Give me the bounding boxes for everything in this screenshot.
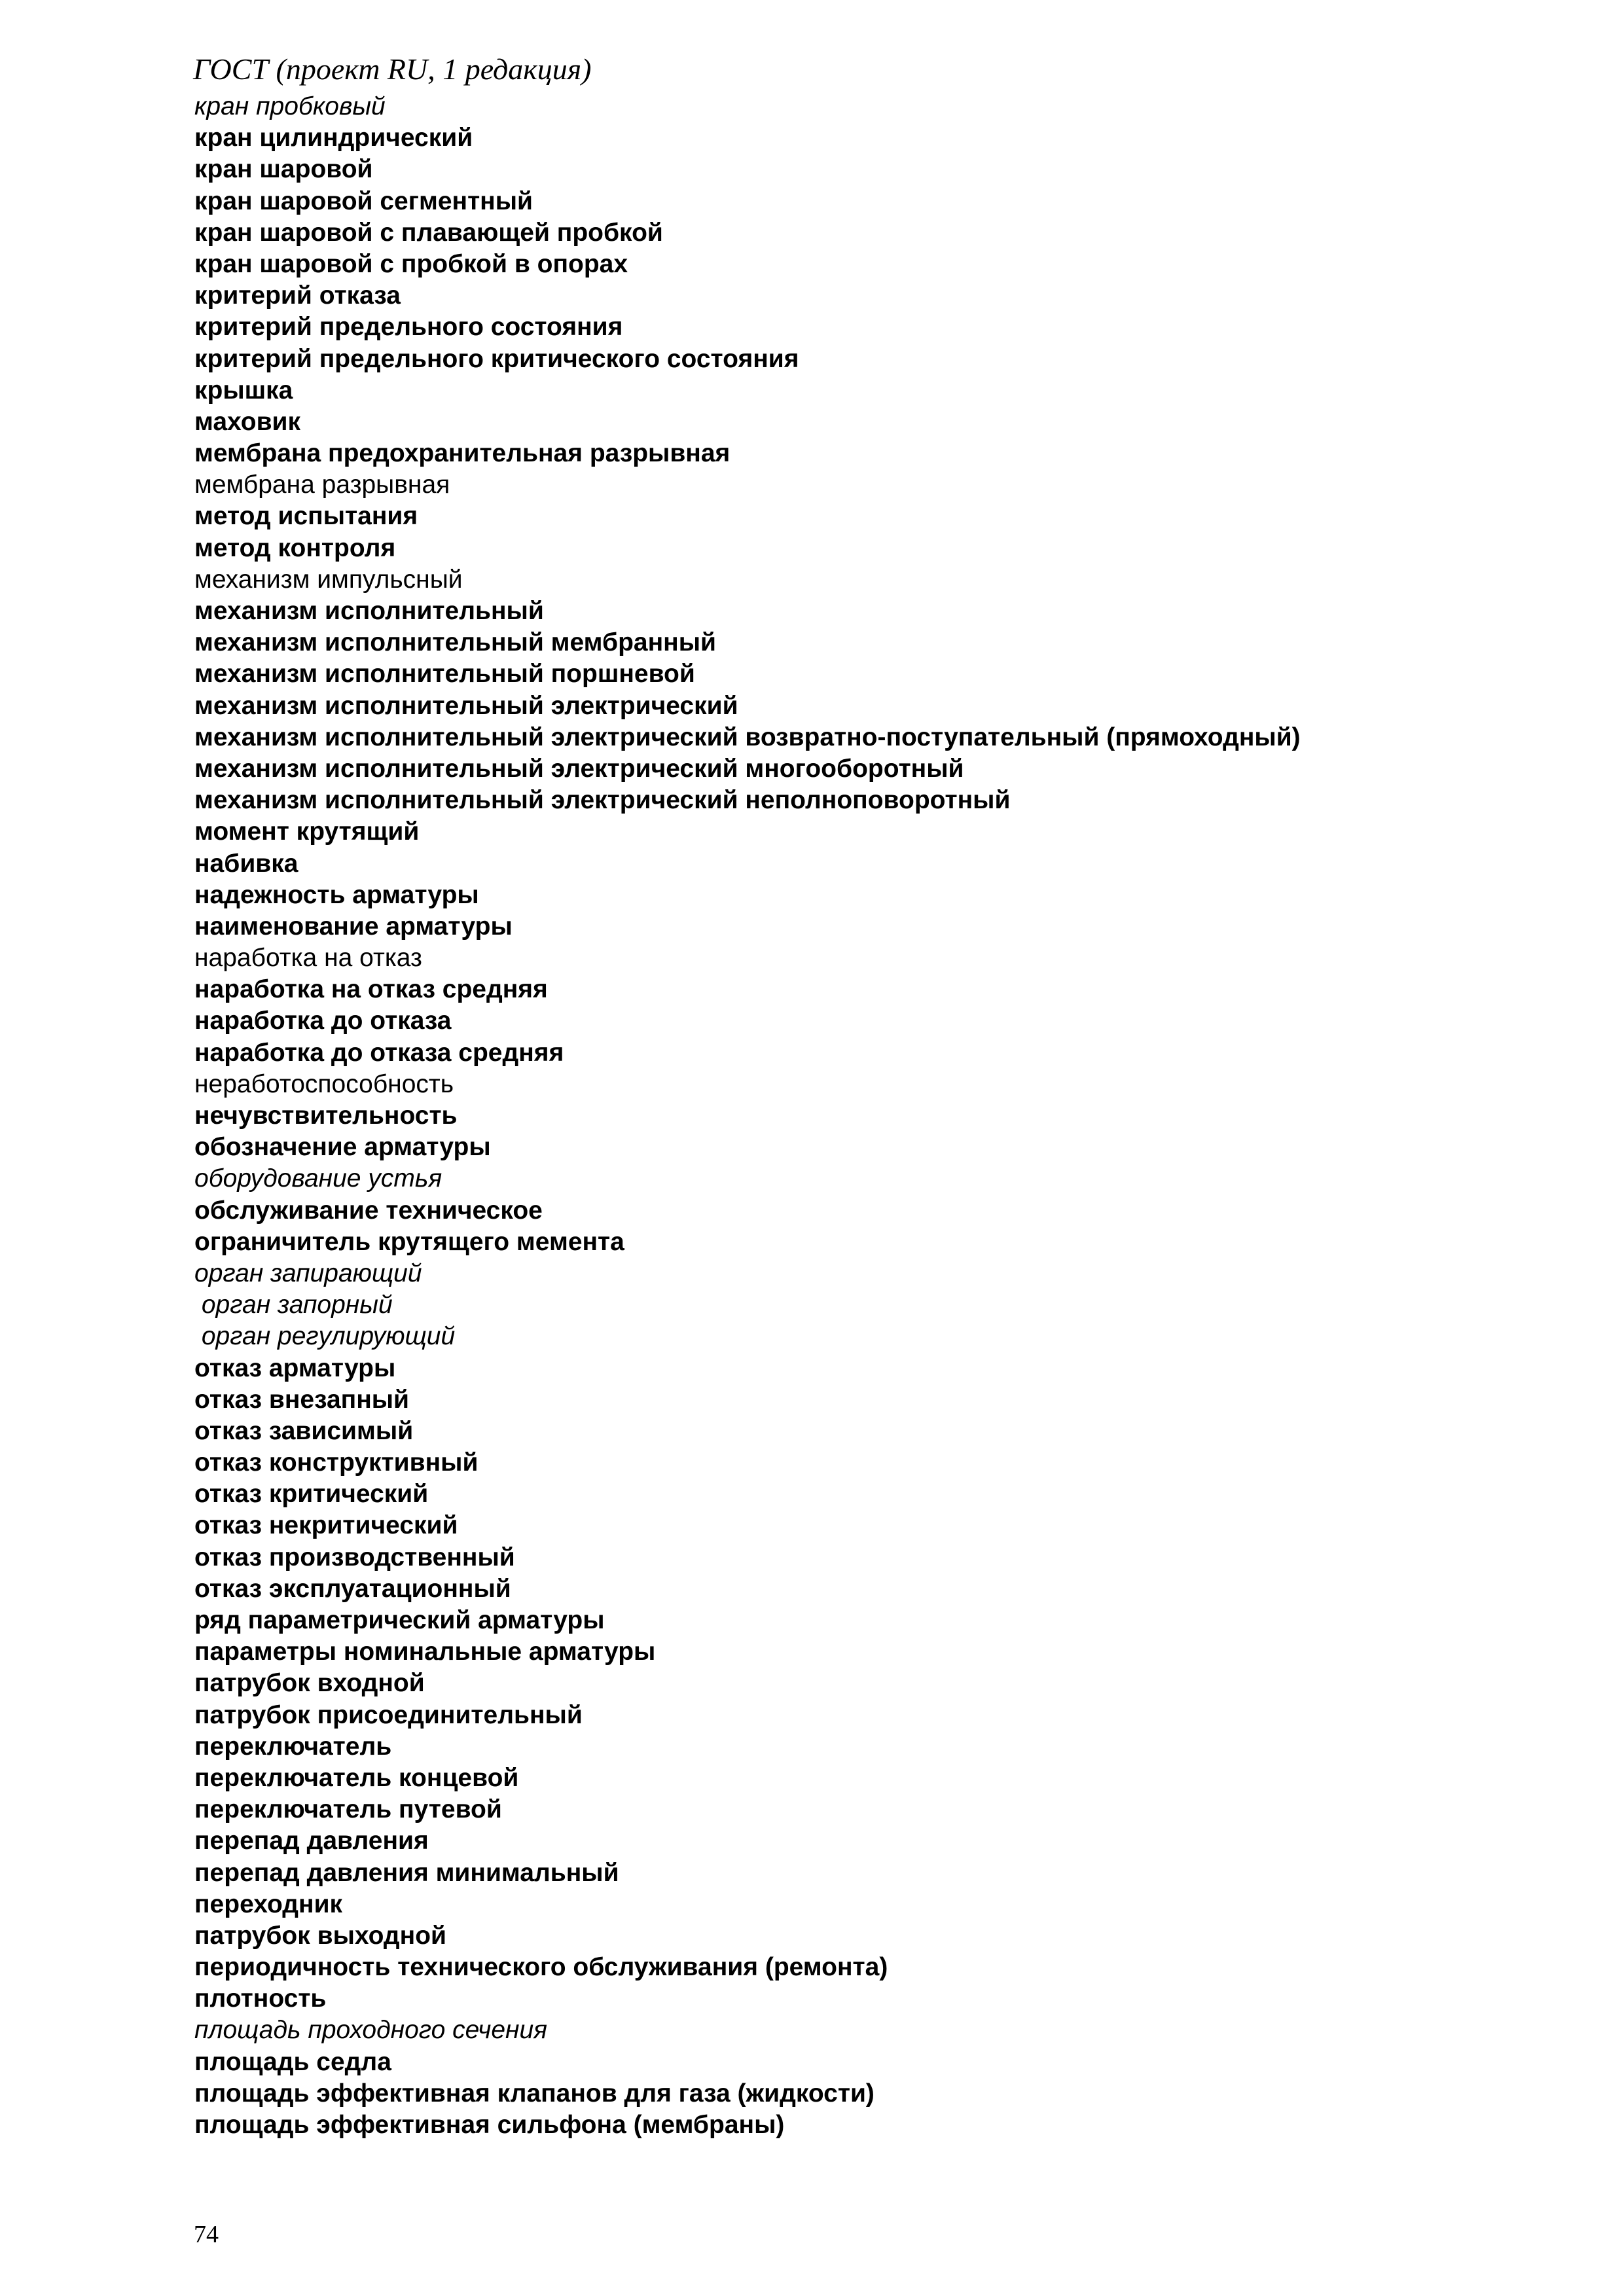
term-item: кран шаровой сегментный bbox=[194, 187, 533, 215]
page-number: 74 bbox=[194, 2221, 219, 2248]
term-item: патрубок входной bbox=[194, 1669, 425, 1698]
term-item: отказ конструктивный bbox=[194, 1448, 478, 1477]
term-item: надежность арматуры bbox=[194, 880, 479, 909]
term-item: наработка на отказ bbox=[194, 944, 422, 973]
term-item: орган запирающий bbox=[194, 1259, 422, 1287]
term-item: оборудование устья bbox=[194, 1164, 442, 1193]
term-item: наработка до отказа средняя bbox=[194, 1038, 564, 1067]
term-item: отказ зависимый bbox=[194, 1416, 414, 1445]
term-item: отказ некритический bbox=[194, 1511, 458, 1540]
term-item: маховик bbox=[194, 407, 301, 436]
term-item: переходник bbox=[194, 1890, 343, 1918]
term-item: крышка bbox=[194, 376, 293, 404]
term-item: площадь эффективная сильфона (мембраны) bbox=[194, 2111, 785, 2139]
term-item: патрубок выходной bbox=[194, 1921, 447, 1950]
term-item: метод контроля bbox=[194, 533, 396, 562]
term-item: механизм исполнительный bbox=[194, 597, 544, 625]
term-item: механизм исполнительный поршневой bbox=[194, 660, 695, 689]
term-item: патрубок присоединительный bbox=[194, 1700, 583, 1729]
term-list bbox=[194, 91, 1301, 2141]
term-item: кран шаровой с плавающей пробкой bbox=[194, 218, 663, 247]
term-item: набивка bbox=[194, 849, 298, 878]
term-item: обслуживание техническое bbox=[194, 1196, 543, 1225]
term-item: перепад давления минимальный bbox=[194, 1858, 619, 1887]
term-item: отказ эксплуатационный bbox=[194, 1574, 511, 1603]
term-item: мембрана разрывная bbox=[194, 471, 450, 499]
term-item: механизм исполнительный электрический неполноповоротный bbox=[194, 786, 1011, 815]
term-item: площадь седла bbox=[194, 2047, 391, 2076]
term-item: механизм исполнительный электрический возвратно-поступательный (прямоходный) bbox=[194, 723, 1301, 751]
term-item: критерий отказа bbox=[194, 281, 401, 310]
term-item: метод испытания bbox=[194, 502, 418, 531]
term-item: переключатель путевой bbox=[194, 1795, 502, 1824]
term-item: кран шаровой с пробкой в опорах bbox=[194, 249, 628, 278]
term-item: отказ критический bbox=[194, 1480, 429, 1509]
term-item: орган запорный bbox=[194, 1291, 393, 1319]
term-item: перепад давления bbox=[194, 1827, 429, 1856]
term-item: орган регулирующий bbox=[194, 1322, 456, 1351]
term-item: переключатель концевой bbox=[194, 1763, 519, 1792]
term-item: механизм исполнительный электрический многооборотный bbox=[194, 754, 964, 783]
page-header: ГОСТ (проект RU, 1 редакция) bbox=[193, 52, 592, 86]
term-item: отказ арматуры bbox=[194, 1354, 396, 1382]
term-item: наименование арматуры bbox=[194, 912, 513, 941]
term-item: отказ внезапный bbox=[194, 1385, 410, 1414]
term-item: параметры номинальные арматуры bbox=[194, 1638, 656, 1666]
term-item: переключатель bbox=[194, 1732, 392, 1761]
term-item: момент крутящий bbox=[194, 817, 420, 846]
term-item: кран шаровой bbox=[194, 155, 373, 184]
term-item: механизм исполнительный мембранный bbox=[194, 628, 716, 657]
term-item: механизм импульсный bbox=[194, 565, 463, 594]
term-item: обозначение арматуры bbox=[194, 1133, 491, 1162]
term-item: критерий предельного состояния bbox=[194, 313, 623, 342]
term-item: периодичность технического обслуживания (ремонта) bbox=[194, 1953, 888, 1982]
term-item: кран пробковый bbox=[194, 92, 386, 120]
term-item: механизм исполнительный электрический bbox=[194, 691, 738, 720]
term-item: ограничитель крутящего мемента bbox=[194, 1227, 624, 1256]
term-item: неработоспособность bbox=[194, 1069, 454, 1098]
term-item: мембрана предохранительная разрывная bbox=[194, 439, 731, 468]
term-item: кран цилиндрический bbox=[194, 124, 473, 152]
term-item: площадь проходного сечения bbox=[194, 2016, 547, 2045]
term-item: критерий предельного критического состояния bbox=[194, 344, 799, 373]
term-item: наработка на отказ средняя bbox=[194, 975, 548, 1004]
term-item: площадь эффективная клапанов для газа (жидкости) bbox=[194, 2079, 875, 2108]
term-item: нечувствительность bbox=[194, 1102, 458, 1130]
term-item: ряд параметрический арматуры bbox=[194, 1606, 605, 1634]
term-item: наработка до отказа bbox=[194, 1007, 452, 1035]
term-item: отказ производственный bbox=[194, 1543, 515, 1571]
term-item: плотность bbox=[194, 1984, 327, 2013]
